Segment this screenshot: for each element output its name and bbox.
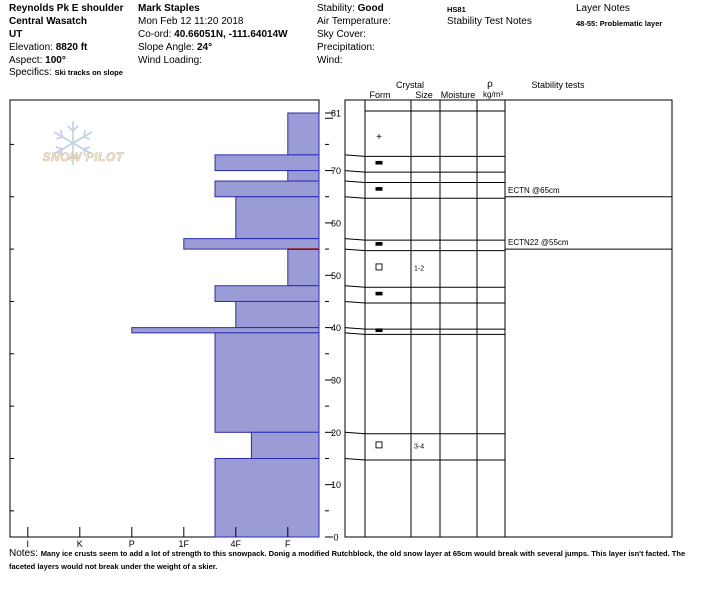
y-tick-label: 81 bbox=[330, 108, 342, 119]
grain-form-symbol bbox=[376, 292, 383, 296]
moisture-header: Moisture bbox=[440, 90, 476, 100]
observation-datetime: Mon Feb 12 11:20 2018 bbox=[138, 16, 244, 27]
snow-height: HS81 bbox=[447, 5, 466, 14]
stability-test-label: ECTN22 @55cm bbox=[508, 238, 569, 248]
layer-boundary-line bbox=[345, 239, 505, 241]
layer-boundary-line bbox=[345, 181, 505, 183]
elevation-value: 8820 ft bbox=[55, 42, 88, 53]
x-tick-label: 1F bbox=[178, 539, 190, 549]
y-tick-label: 60 bbox=[330, 218, 342, 229]
y-tick-label: 0 bbox=[333, 532, 339, 543]
layer-boundary-line bbox=[345, 171, 505, 173]
coord-label: Co-ord: bbox=[138, 29, 172, 40]
y-tick-label: 70 bbox=[330, 166, 342, 177]
slope-label: Slope Angle: bbox=[138, 42, 195, 53]
hardness-bar bbox=[215, 286, 319, 302]
hardness-bar bbox=[288, 249, 319, 286]
y-tick-label: 10 bbox=[330, 480, 342, 491]
layer-boundary-line bbox=[345, 328, 505, 330]
slope-value: 24° bbox=[196, 42, 213, 53]
hardness-bar bbox=[251, 432, 319, 458]
stability-test-label: ECTN @65cm bbox=[508, 185, 560, 195]
stability-tests-header: Stability tests bbox=[531, 80, 585, 90]
form-header: Form bbox=[369, 90, 391, 100]
size-header: Size bbox=[415, 90, 433, 100]
grain-form-symbol bbox=[376, 242, 383, 246]
layer-notes-label: Layer Notes bbox=[576, 3, 630, 14]
notes-label: Notes: bbox=[9, 548, 38, 559]
layer-boundary-line bbox=[345, 432, 505, 434]
layer-notes-value: 48-55: Problematic layer bbox=[576, 19, 663, 28]
aspect-label: Aspect: bbox=[9, 55, 43, 66]
elevation-label: Elevation: bbox=[9, 42, 53, 53]
hardness-bar bbox=[236, 301, 319, 327]
sky-cover-label: Sky Cover: bbox=[317, 29, 366, 40]
notes-text: Many ice crusts seem to add a lot of strength to this snowpack. Donig a modified Rutchblock, the old snow layer at 65cm would break with several jumps. This layer isn't facted. The faceted layers would not break under the weight of a skier. bbox=[9, 549, 686, 571]
layer-boundary-line bbox=[345, 458, 505, 460]
layer-boundary-line bbox=[345, 155, 505, 157]
layer-boundary-line bbox=[345, 333, 505, 335]
grain-form-symbol bbox=[376, 264, 382, 270]
density-unit-header: kg/m³ bbox=[483, 90, 503, 99]
wind-label: Wind: bbox=[317, 55, 343, 66]
hardness-bar bbox=[215, 333, 319, 432]
hardness-bar bbox=[288, 113, 319, 155]
crystal-header: Crystal bbox=[395, 80, 425, 90]
location-name: Reynolds Pk E shoulder bbox=[9, 3, 124, 14]
grain-form-symbol: + bbox=[376, 132, 382, 144]
layer-boundary-line bbox=[345, 301, 505, 303]
aspect-value: 100° bbox=[45, 55, 66, 66]
stability-value: Good bbox=[357, 3, 384, 14]
density-symbol-header: ρ bbox=[487, 79, 493, 90]
x-tick-label: 4F bbox=[230, 539, 242, 549]
grain-form-symbol bbox=[376, 442, 382, 448]
grain-form-symbol bbox=[376, 328, 383, 332]
layer-boundary-line bbox=[345, 197, 505, 199]
x-tick-label: F bbox=[285, 539, 291, 549]
stability-test-notes-label: Stability Test Notes bbox=[447, 16, 532, 27]
specifics-label: Specifics: bbox=[9, 67, 52, 78]
x-tick-label: K bbox=[76, 539, 83, 549]
snowpilot-logo-text: SNOW PILOT bbox=[42, 150, 124, 164]
specifics-value: Ski tracks on slope bbox=[54, 68, 123, 77]
air-temperature-label: Air Temperature: bbox=[317, 16, 391, 27]
hardness-bar bbox=[184, 239, 319, 249]
hardness-bar bbox=[236, 197, 319, 239]
layer-boundary-line bbox=[345, 286, 505, 288]
grain-size-label: 1-2 bbox=[414, 265, 425, 273]
coord-value: 40.66051N, -111.64014W bbox=[174, 29, 288, 40]
layer-table-frame bbox=[345, 100, 672, 537]
x-tick-label: P bbox=[128, 539, 135, 549]
hardness-bar bbox=[132, 328, 319, 333]
y-tick-label: 20 bbox=[330, 427, 342, 438]
wind-loading-label: Wind Loading: bbox=[138, 55, 202, 66]
hardness-bar bbox=[215, 458, 319, 537]
hardness-bar bbox=[215, 181, 319, 197]
state-name: UT bbox=[9, 29, 23, 40]
grain-form-symbol bbox=[376, 161, 383, 165]
grain-form-symbol bbox=[376, 187, 383, 191]
notes bbox=[9, 547, 704, 573]
y-tick-label: 40 bbox=[330, 323, 342, 334]
y-tick-label: 30 bbox=[330, 375, 342, 386]
observer-name: Mark Staples bbox=[138, 3, 200, 14]
region-name: Central Wasatch bbox=[9, 16, 87, 27]
hardness-bar bbox=[215, 155, 319, 171]
y-tick-label: 50 bbox=[330, 270, 342, 281]
x-tick-label: I bbox=[26, 539, 30, 549]
grain-size-label: 3-4 bbox=[414, 443, 425, 451]
layer-boundary-line bbox=[345, 249, 505, 251]
snowpilot-logo bbox=[31, 121, 137, 165]
stability-label: Stability: bbox=[317, 3, 355, 14]
precipitation-label: Precipitation: bbox=[317, 42, 375, 53]
hardness-bar bbox=[288, 171, 319, 181]
